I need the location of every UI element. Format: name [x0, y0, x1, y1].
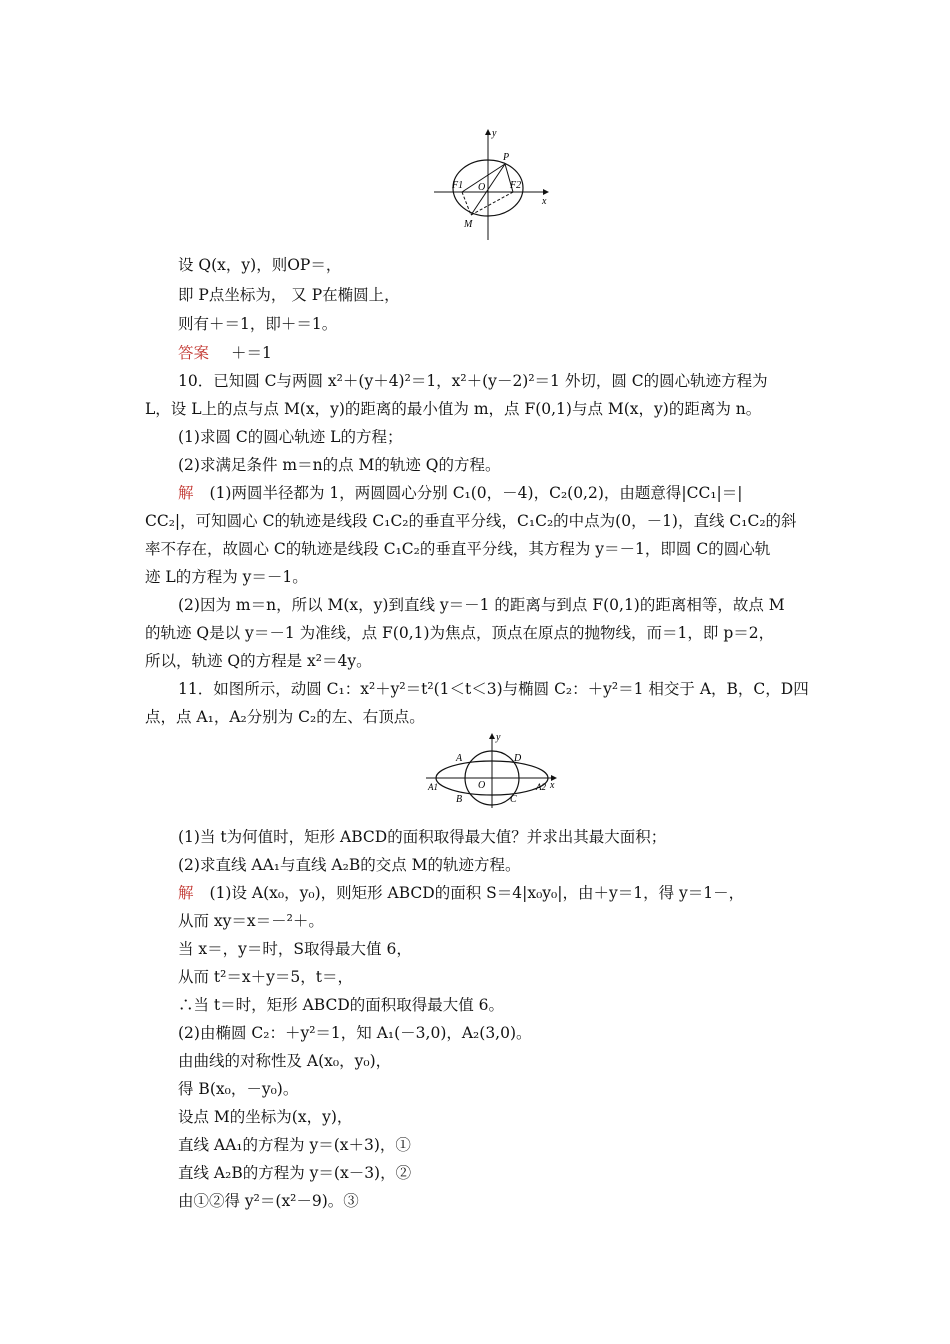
answer-text: ＋＝1 [231, 344, 272, 362]
text-line-1: 设 Q(x，y)，则OP＝， [178, 256, 342, 274]
text-line-3: 则有＋＝1，即＋＝1。 [178, 315, 338, 333]
solution-11-line-1: 解 (1)设 A(x₀，y₀)，则矩形 ABCD的面积 S＝4|x₀y₀|，由＋y＝1，得 y＝1－， [178, 884, 745, 902]
circle-ellipse-figure [424, 730, 564, 810]
problem-10-part-1: (1)求圆 C的圆心轨迹 L的方程； [178, 428, 403, 446]
solution-11-line-12: 由①②得 y²＝(x²－9)。③ [178, 1192, 359, 1210]
dashed-f1-m [462, 192, 471, 215]
solution-10-line-3: 率不存在，故圆心 C的轨迹是线段 C₁C₂的垂直平分线，其方程为 y＝－1，即圆 C的圆心轨 [145, 540, 771, 558]
solution-10-line-7: 所以，轨迹 Q的方程是 x²＝4y。 [145, 652, 372, 670]
solution-label: 解 [178, 484, 194, 502]
label-c: C [510, 794, 517, 805]
text-line-2: 即 P点坐标为， 又 P在椭圆上， [178, 286, 400, 304]
solution-11-line-9: 设点 M的坐标为(x，y)， [178, 1108, 353, 1126]
label-b: B [456, 794, 463, 805]
solution-11-line-6: (2)由椭圆 C₂：＋y²＝1，知 A₁(－3,0)，A₂(3,0)。 [178, 1024, 532, 1042]
problem-10-part-2: (2)求满足条件 m＝n的点 M的轨迹 Q的方程。 [178, 456, 501, 474]
ellipse-foci-figure [430, 126, 560, 242]
label-o: O [478, 182, 486, 193]
solution-11-line-11: 直线 A₂B的方程为 y＝(x－3)，② [178, 1164, 412, 1182]
label-x: x [550, 780, 555, 791]
problem-11-line-1: 11．如图所示，动圆 C₁：x²＋y²＝t²(1＜t＜3)与椭圆 C₂：＋y²＝1 相交于 A，B，C，D四 [178, 680, 809, 698]
label-a: A [456, 753, 463, 764]
solution-10-line-4: 迹 L的方程为 y＝－1。 [145, 568, 308, 586]
solution-11-line-8: 得 B(x₀，－y₀)。 [178, 1080, 299, 1098]
answer-label: 答案 [178, 344, 210, 362]
label-p: P [503, 152, 510, 163]
solution-10-line-1: 解 (1)两圆半径都为 1，两圆圆心分别 C₁(0，－4)，C₂(0,2)，由题意得|CC₁|＝| [178, 484, 743, 502]
solution-11-line-5: ∴当 t＝时，矩形 ABCD的面积取得最大值 6。 [178, 996, 505, 1014]
label-y: y [496, 732, 501, 743]
label-y: y [492, 128, 497, 139]
solution-11-line-7: 由曲线的对称性及 A(x₀，y₀)， [178, 1052, 392, 1070]
solution-11-line-3: 当 x＝，y＝时，S取得最大值 6， [178, 940, 412, 958]
label-d: D [514, 753, 522, 764]
label-a2: A2 [536, 782, 546, 792]
solution-11-line-10: 直线 AA₁的方程为 y＝(x＋3)，① [178, 1136, 411, 1154]
problem-10-line-1: 10．已知圆 C与两圆 x²＋(y＋4)²＝1，x²＋(y－2)²＝1 外切，圆 C的圆心轨迹方程为 [178, 372, 768, 390]
solution-label-2: 解 [178, 884, 194, 902]
solution-10-line-6: 的轨迹 Q是以 y＝－1 为准线，点 F(0,1)为焦点，顶点在原点的抛物线，而＝1，即 p＝2， [145, 624, 775, 642]
solution-10-line-2: CC₂|，可知圆心 C的轨迹是线段 C₁C₂的垂直平分线，C₁C₂的中点为(0，－1)，直线 C₁C₂的斜 [145, 512, 797, 530]
solution-11-line-2: 从而 xy＝x＝－²＋。 [178, 912, 324, 930]
problem-11-line-2: 点，点 A₁，A₂分别为 C₂的左、右顶点。 [145, 708, 425, 726]
label-f1: F1 [452, 180, 464, 191]
solution-10-line-5: (2)因为 m＝n，所以 M(x，y)到直线 y＝－1 的距离与到点 F(0,1)的距离相等，故点 M [178, 596, 785, 614]
answer-line [178, 343, 272, 363]
problem-11-part-2: (2)求直线 AA₁与直线 A₂B的交点 M的轨迹方程。 [178, 856, 521, 874]
label-m: M [464, 219, 473, 230]
label-o: O [478, 780, 486, 791]
label-f2: F2 [510, 180, 522, 191]
problem-11-part-1: (1)当 t为何值时，矩形 ABCD的面积取得最大值？并求出其最大面积； [178, 828, 667, 846]
solution-11-line-4: 从而 t²＝x＋y＝5，t＝， [178, 968, 353, 986]
label-x: x [542, 196, 547, 207]
label-a1: A1 [428, 782, 438, 792]
problem-10-line-2: L，设 L上的点与点 M(x，y)的距离的最小值为 m，点 F(0,1)与点 M(x，y)的距离为 n。 [145, 400, 762, 418]
